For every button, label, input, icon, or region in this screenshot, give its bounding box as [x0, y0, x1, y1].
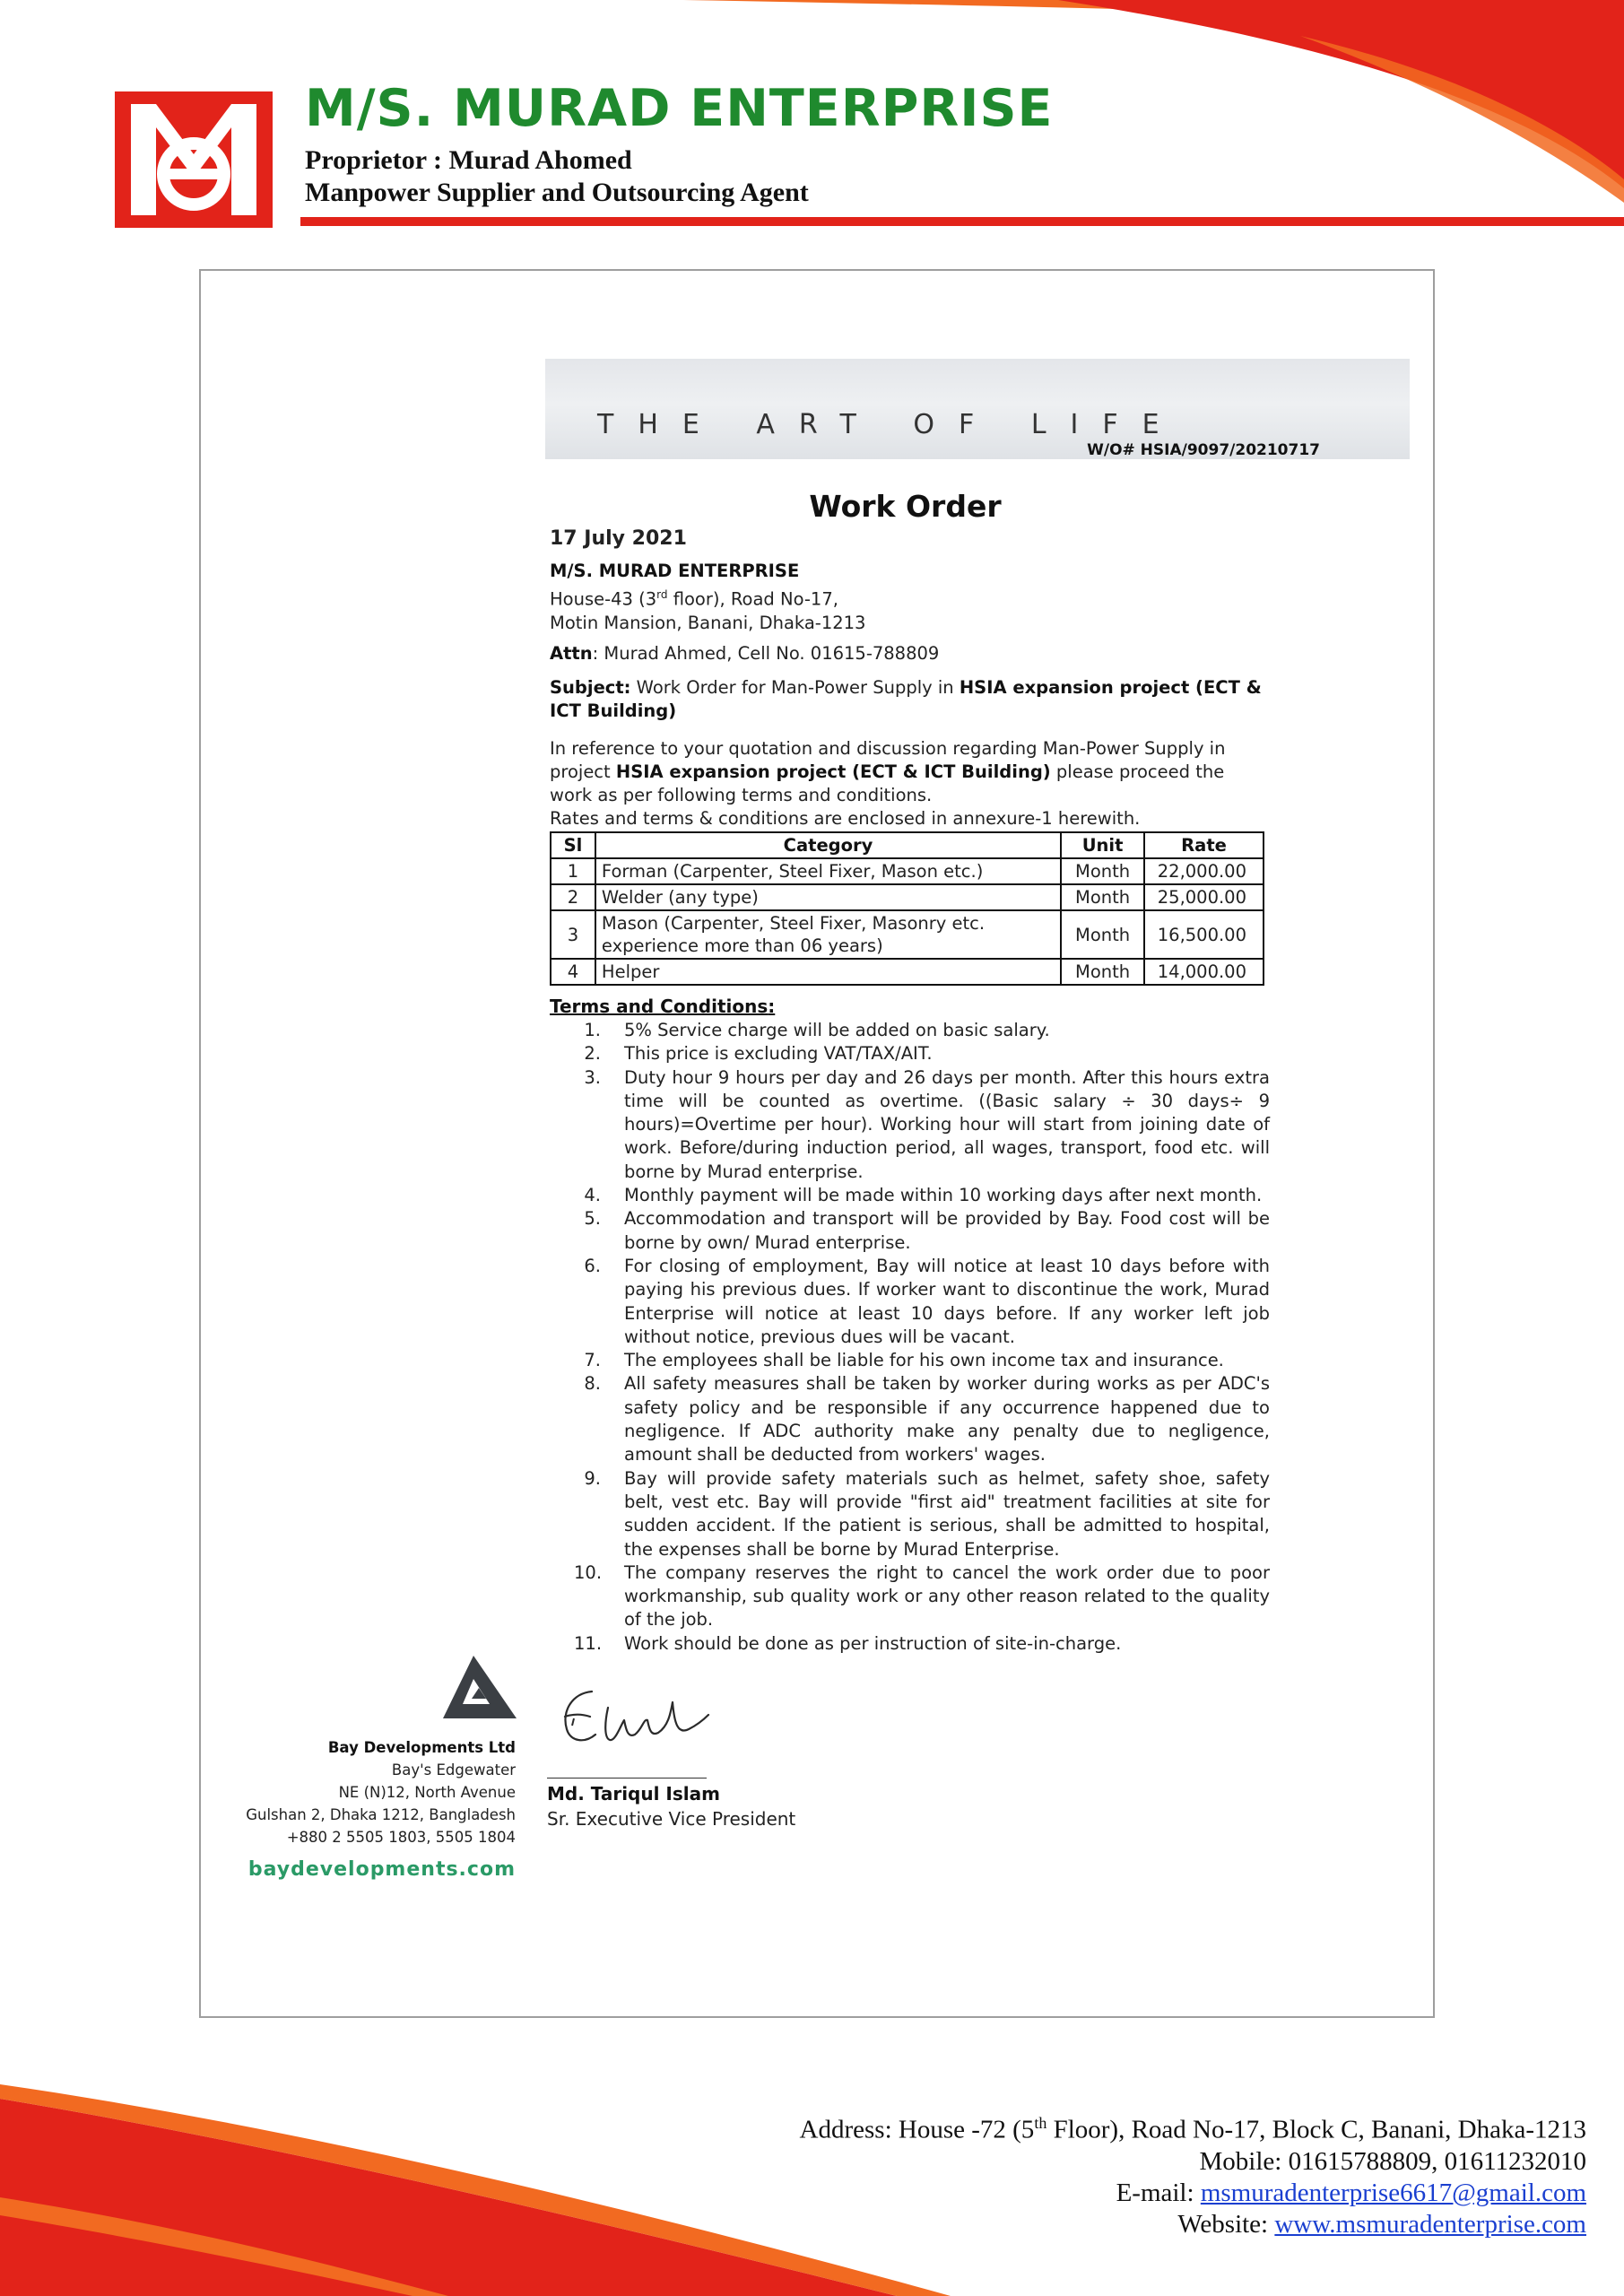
banner-text: THE ART OF LIFE — [597, 409, 1184, 440]
column-header-category: Category — [595, 832, 1061, 858]
annexure-note: Rates and terms & conditions are enclosed in annexure-1 herewith. — [550, 808, 1141, 829]
document-title: Work Order — [809, 489, 1002, 524]
subject-line: Subject: Work Order for Man-Power Supply in HSIA expansion project (ECT & ICT Building) — [550, 677, 1262, 721]
signatory-name: Md. Tariqul Islam — [547, 1783, 720, 1805]
proprietor-line: Proprietor : Murad Ahomed — [305, 145, 632, 175]
list-item: 8. All safety measures shall be taken by worker during works as per ADC's safety policy and be responsible if any occurrence happened due to negligence. If ADC authority make any penalty due to negligence, amount shall be deducted from workers' wages. — [584, 1373, 1270, 1465]
footer-address: Address: House -72 (5th Floor), Road No-17, Block C, Banani, Dhaka-1213 — [799, 2114, 1586, 2144]
work-order-number: W/O# HSIA/9097/20210717 — [1087, 441, 1320, 459]
column-header-unit: Unit — [1061, 832, 1144, 858]
recipient-address-line2: Motin Mansion, Banani, Dhaka-1213 — [550, 612, 866, 633]
bay-triangle-logo-icon — [443, 1656, 517, 1718]
footer-website-line: Website: www.msmuradenterprise.com — [1177, 2209, 1586, 2239]
terms-heading: Terms and Conditions: — [550, 996, 776, 1017]
row-sl: 4 — [551, 959, 595, 985]
table-row — [551, 959, 1264, 985]
murad-enterprise-logo-icon — [115, 91, 273, 228]
row-unit: Month — [1061, 910, 1144, 959]
rate-table — [550, 831, 1264, 986]
art-of-life-banner — [545, 359, 1410, 459]
business-line: Manpower Supplier and Outsourcing Agent — [305, 178, 809, 207]
footer-mobile: Mobile: 01615788809, 01611232010 — [1199, 2146, 1586, 2176]
issuer-line1: Bay's Edgewater — [391, 1761, 516, 1779]
row-unit: Month — [1061, 884, 1144, 910]
row-unit: Month — [1061, 858, 1144, 884]
row-rate: 22,000.00 — [1144, 858, 1264, 884]
website-link[interactable]: www.msmuradenterprise.com — [1274, 2209, 1586, 2239]
issuer-address-block — [246, 1736, 516, 1848]
list-item: 2. This price is excluding VAT/TAX/AIT. — [584, 1043, 933, 1065]
row-category: Helper — [595, 959, 1061, 985]
contact-block — [800, 2108, 1586, 2240]
issuer-line3: Gulshan 2, Dhaka 1212, Bangladesh — [246, 1806, 516, 1823]
terms-list — [574, 1019, 1270, 1656]
intro-paragraph: In reference to your quotation and discussion regarding Man-Power Supply in project HSIA expansion project (ECT & ICT Building) please proceed the work as per following terms and conditions. Rates and terms & conditions are enclosed in annexure-1 herewith. — [550, 737, 1267, 831]
table-row — [551, 910, 1264, 959]
row-category: Mason (Carpenter, Steel Fixer, Masonry etc. experience more than 06 years) — [595, 910, 1061, 959]
row-sl: 2 — [551, 884, 595, 910]
issuer-line2: NE (N)12, North Avenue — [338, 1784, 516, 1801]
column-header-sl: Sl — [551, 832, 595, 858]
company-name: M/S. MURAD ENTERPRISE — [305, 79, 1054, 138]
list-item: 6. For closing of employment, Bay will notice at least 10 days before with paying his previous dues. If worker want to discontinue the work, Murad Enterprise will notice at least 10 days before. If any worker left job without notice, previous dues will be vacant. — [584, 1255, 1270, 1347]
row-rate: 25,000.00 — [1144, 884, 1264, 910]
list-item: 11. Work should be done as per instruction of site-in-charge. — [574, 1632, 1122, 1654]
handwritten-signature — [554, 1675, 716, 1756]
list-item: 5. Accommodation and transport will be provided by Bay. Food cost will be borne by own/ Murad enterprise. — [584, 1208, 1270, 1253]
email-link[interactable]: msmuradenterprise6617@gmail.com — [1200, 2178, 1586, 2207]
recipient-name: M/S. MURAD ENTERPRISE — [550, 561, 800, 581]
list-item: 9. Bay will provide safety materials such as helmet, safety shoe, safety belt, vest etc. Bay will provide "first aid" treatment facilities at site for sudden accident. If the patient is serious, shall be admitted to hospital, the expenses shall be borne by Murad Enterprise. — [584, 1467, 1270, 1560]
recipient-address-line1: House-43 (3rd floor), Road No-17, — [550, 588, 838, 610]
list-item: 7. The employees shall be liable for his own income tax and insurance. — [584, 1350, 1224, 1371]
row-rate: 16,500.00 — [1144, 910, 1264, 959]
signatory-title: Sr. Executive Vice President — [547, 1808, 796, 1830]
attention-line: Attn: Murad Ahmed, Cell No. 01615-788809 — [550, 643, 940, 664]
row-rate: 14,000.00 — [1144, 959, 1264, 985]
table-row — [551, 858, 1264, 884]
footer-email-line: E-mail: msmuradenterprise6617@gmail.com — [1116, 2178, 1586, 2207]
list-item: 3. Duty hour 9 hours per day and 26 days per month. After this hours extra time will be counted as overtime. ((Basic salary ÷ 30 days÷ 9 hours)=Overtime per hour). Working hour will start from joining date of work. Before/during induction period, all wages, transport, food etc. will borne by Murad enterprise. — [584, 1066, 1270, 1182]
row-category: Welder (any type) — [595, 884, 1061, 910]
list-item: 4. Monthly payment will be made within 10 working days after next month. — [584, 1185, 1263, 1206]
issuer-phone: +880 2 5505 1803, 5505 1804 — [286, 1829, 516, 1846]
table-row — [551, 884, 1264, 910]
document-date: 17 July 2021 — [550, 527, 687, 550]
row-unit: Month — [1061, 959, 1144, 985]
list-item: 1. 5% Service charge will be added on basic salary. — [584, 1020, 1050, 1040]
issuer-name: Bay Developments Ltd — [327, 1739, 516, 1756]
table-header-row — [551, 832, 1264, 858]
issuer-website: baydevelopments.com — [248, 1858, 516, 1881]
row-category: Forman (Carpenter, Steel Fixer, Mason etc.) — [595, 858, 1061, 884]
signature-line — [547, 1778, 707, 1779]
list-item: 10. The company reserves the right to cancel the work order due to poor workmanship, sub quality work or any other reason related to the quality of the job. — [574, 1561, 1270, 1631]
recipient-address — [550, 560, 1267, 635]
column-header-rate: Rate — [1144, 832, 1264, 858]
row-sl: 3 — [551, 910, 595, 959]
row-sl: 1 — [551, 858, 595, 884]
